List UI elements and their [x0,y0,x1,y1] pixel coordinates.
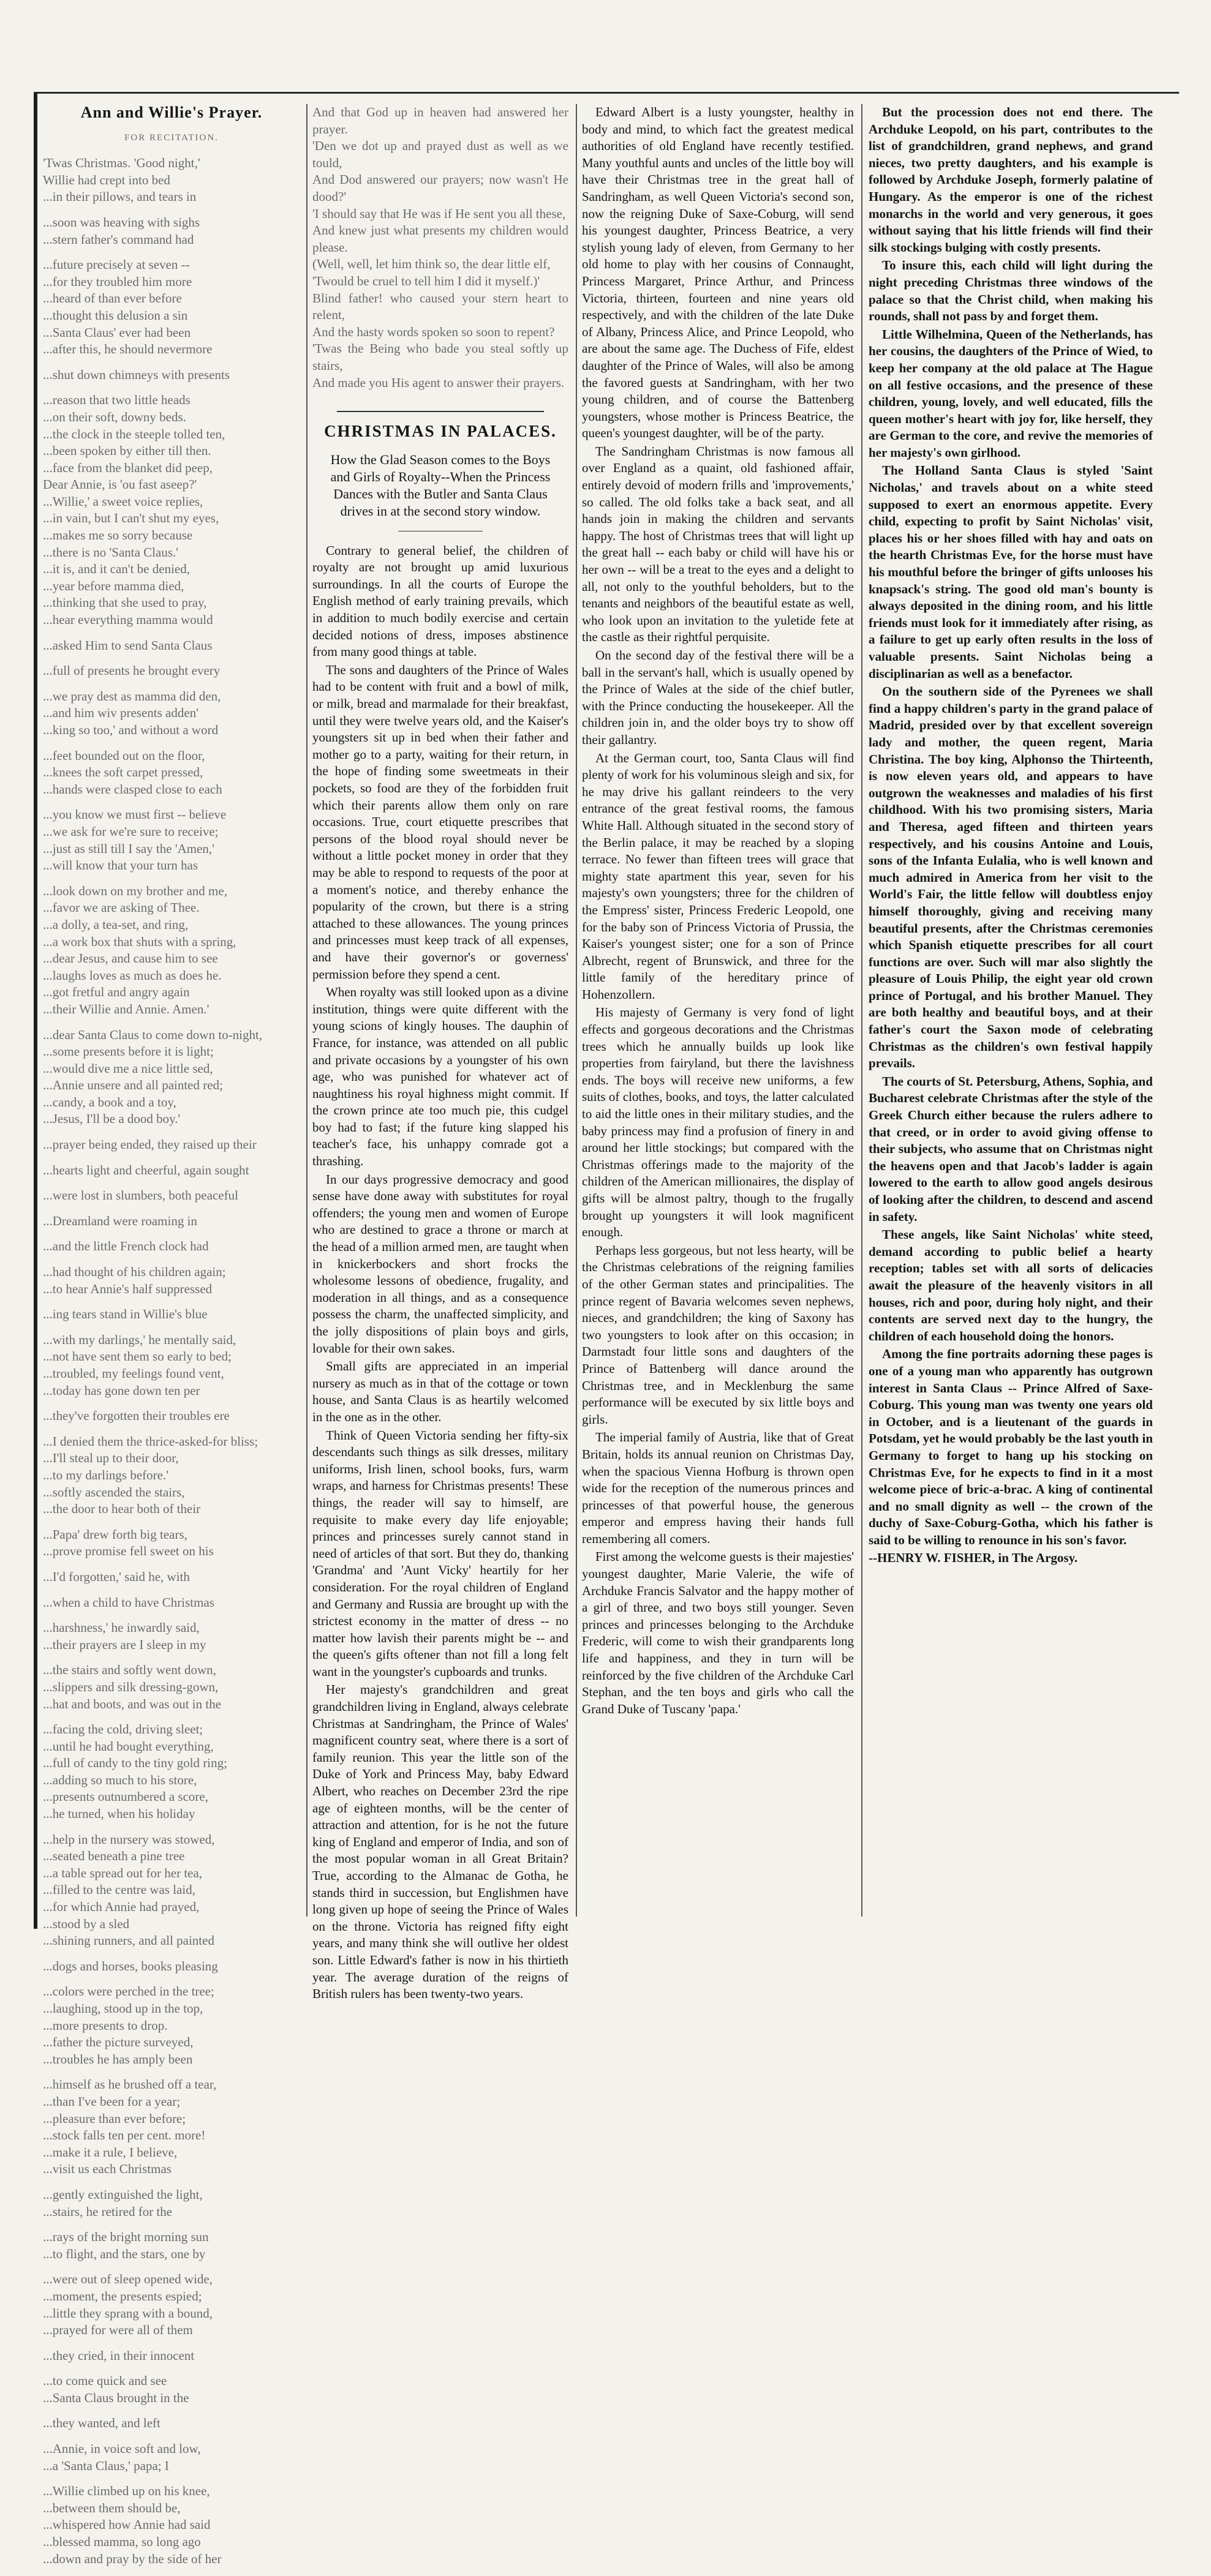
article-body-part-2 [582,104,854,1718]
column-3 [582,104,854,1917]
poem-line: ...shining runners, and all painted [43,1933,214,1948]
poem-line: ...prove promise fell sweet on his [43,1544,214,1559]
stanza-gap [43,1713,300,1721]
poem-line: ...stock falls ten per cent. more! [43,2128,206,2143]
poem-line: ...prayed for were all of them [43,2323,193,2338]
stanza-gap [43,654,300,663]
article-subhead: How the Glad Season comes to the Boys and Girls of Royalty--When the Princess Dances with the Butler and Santa Claus drives in at the second story window. [330,451,551,519]
poem-line: ...to flight, and the stars, one by [43,2246,206,2261]
poem-line: ...there is no 'Santa Claus.' [43,544,179,560]
poem-line: ...than I've been for a year; [43,2093,181,2109]
poem-line: ...had thought of his children again; [43,1264,226,1280]
poem-line: 'Twas the Being who bade you steal softly up stairs, [312,341,568,373]
poem-line: ...dear Jesus, and cause him to see [43,951,218,966]
poem-line: 'Den we dot up and prayed dust as well as we tould, [312,138,568,170]
poem-line: ...troubles he has amply been [43,2051,193,2067]
poem-line: ...heard of than ever before [43,291,182,306]
poem-line: ...asked Him to send Santa Claus [43,637,213,653]
poem-line: ...ing tears stand in Willie's blue [43,1307,208,1322]
poem-line: ...Santa Claus' ever had been [43,325,191,340]
poem-line: ...hands were clasped close to each [43,781,222,797]
stanza-gap [43,2406,300,2415]
poem-line: ...a table spread out for her tea, [43,1865,203,1880]
poem-line: ...favor we are asking of Thee. [43,900,200,915]
poem-line: ...blessed mamma, so long ago [43,2534,201,2550]
article-paragraph: The courts of St. Petersburg, Athens, Sophia, and Bucharest celebrate Christmas after the style of the Greek Church either because the rulers adhere to that creed, or in order to avoid giving offense to their subjects, who assume that on Christmas night the heavens open and that Jacob's ladder is again lowered to the earth to allow good angels desirous of looking after the children, to descend and ascend in safety. [869,1073,1153,1224]
poem-line: ...got fretful and angry again [43,985,190,1000]
poem-line: ...and the little French clock had [43,1239,209,1254]
poem-line: ...their prayers are I sleep in my [43,1637,206,1652]
stanza-gap [43,2339,300,2348]
poem-line: ...with my darlings,' he mentally said, [43,1332,236,1347]
poem-line: ...filled to the centre was laid, [43,1882,195,1898]
article-paragraph: At the German court, too, Santa Claus will find plenty of work for his voluminous sleigh and six, for he may drive his gallant reindeers to the very entrance of the great festival rooms, the famous White Hall. Although situated in the second story of the Berlin palace, it may be reached by a sloping terrace. No fewer than fifteen trees will grace that mighty state apartment this year, seven for his majesty's own youngsters; three for the children of the Empress' sister, Princess Frederic Leopold, one for the baby son of Princess Victoria of Prussia, the Kaiser's youngest sister; one for a son of Prince Albrecht, regent of Brunswick, and three for the little family of the hereditary prince of Hohenzollern. [582,750,854,1002]
poem-line: ...been spoken by either till then. [43,443,211,459]
article-paragraph: Edward Albert is a lusty youngster, healthy in body and mind, to which fact the greatest medical authorities of old England have recently testified. Many youthful aunts and uncles of the little boy will have their Christmas tree in the great hall of Sandringham, as well Queen Victoria's second son, now the reigning Duke of Saxe-Coburg, will send his youngest daughter, Princess Beatrice, a very stylish young lady of eleven, from Germany to her old home to play with her cousins of Connaught, Princess Margaret, Prince Arthur, and Princess Victoria, thirteen, fourteen and nine years old respectively, and with the children of the late Duke of Albany, Princess Alice, and Prince Leopold, who are about the same age. The Duchess of Fife, eldest daughter of the Prince of Wales, will also be among the favored guests at Sandringham, with her two young children, and of course the Battenberg youngsters, whose mother is Princess Beatrice, the queen's youngest daughter, will be of the party. [582,105,854,441]
column-rule [306,104,307,1917]
stanza-gap [43,383,300,392]
poem-line: ...I'll steal up to their door, [43,1451,179,1466]
poem-line: ...slippers and silk dressing-gown, [43,1679,219,1694]
article-byline: --HENRY W. FISHER, in The Argosy. [869,1550,1078,1566]
poem-line: 'Twould be cruel to tell him I did it myself.)' [312,273,540,288]
stanza-gap [43,739,300,748]
poem-line: ...on their soft, downy beds. [43,409,186,424]
stanza-gap [43,1297,300,1306]
article-paragraph: Small gifts are appreciated in an imperial nursery as much as in that of the cottage or town house, and Santa Claus is as heartily welcomed in the one as in the other. [312,1359,568,1424]
poem-line: 'Twas Christmas. 'Good night,' [43,156,200,171]
poem-line: ...full of candy to the tiny gold ring; [43,1756,227,1771]
article-paragraph: The sons and daughters of the Prince of Wales had to be content with fruit and a bowl of milk, or milk, bread and marmalade for their breakfast, until they were twelve years old, and the Kaiser's youngsters sit up in bed when their father and mother go to a party, waiting for their return, in the hope of finding some sweetmeats in their pockets, so food are they of the forbidden fruit which their parents allow them only on rare occasions. True, court etiquette prescribes that persons of the blood royal should never be without a little pocket money in order that they may be able to respond to requests of the poor at a moment's notice, and thereby enhance the popularity of the crown, but there is a string attached to these allowances. The young princes and princesses must keep track of all expenses, and have their governor's or governess' permission before they spend a cent. [312,662,568,982]
article-paragraph: His majesty of Germany is very fond of light effects and gorgeous decorations and the Christmas trees which he annually builds up look like properties from fairyland, but there the lavishness ends. The boys will receive new uniforms, a few suits of clothes, books, and toys, the latter calculated to aid the little ones in their military studies, and the baby princess may find a profusion of finery in and around her little stockings; but compared with the Christmas offerings made to the majority of the children of the American millionaires, the display of gifts will be almost paltry, though to the frugally brought up youngsters it will look magnificent enough. [582,1005,854,1240]
frame-rule-left [34,92,37,1929]
stanza-gap [43,1425,300,1433]
stanza-gap [43,2432,300,2441]
stanza-gap [43,1323,300,1332]
poem-line: ...look down on my brother and me, [43,883,227,898]
poem-line: ...seated beneath a pine tree [43,1849,185,1864]
poem-line: ...father the picture surveyed, [43,2035,194,2050]
stanza-gap [43,1611,300,1620]
poem-line: ...a dolly, a tea-set, and ring, [43,917,189,932]
article-paragraph: These angels, like Saint Nicholas' white steed, demand according to public belief a hearty reception; tables set with all sorts of delicacies await the pleasure of the heavenly visitors in all houses, rich and poor, during holy night, and their contents are served next day to the hungry, the children of each household doing the honors. [869,1227,1153,1343]
article-paragraph: In our days progressive democracy and good sense have done away with substitutes for royal offenders; the young men and women of Europe who are destined to grace a throne or march at the head of a million armed men, are taught when in knickerbockers and short frocks the wholesome lessons of obedience, frugality, and moderation in all things, and as a consequence possess the charm, the unaffected simplicity, and the jolly dispositions of plain boys and girls, lovable for their own sakes. [312,1171,568,1356]
stanza-gap [43,1518,300,1526]
poem-line: ...soon was heaving with sighs [43,214,200,230]
poem-line: ...little they sprang with a bound, [43,2305,213,2321]
poem-line: ...Papa' drew forth big tears, [43,1526,187,1542]
poem-line: ...harshness,' he inwardly said, [43,1620,200,1635]
poem-line: ...Annie unsere and all painted red; [43,1078,223,1093]
poem-line: ...to come quick and see [43,2373,167,2389]
poem-line: Blind father! who caused your stern heart to relent, [312,290,568,323]
poem-line: Willie had crept into bed [43,172,170,187]
stanza-gap [43,1823,300,1831]
stanza-gap [43,2262,300,2271]
poem-line: ...after this, he should nevermore [43,342,213,357]
poem-line: ...himself as he brushed off a tear, [43,2077,217,2092]
stanza-gap [43,2567,300,2576]
column-rule [576,104,577,1917]
poem-line: ...visit us each Christmas [43,2161,172,2177]
article-paragraph: Little Wilhelmina, Queen of the Netherlands, has her cousins, the daughters of the Prince of Wied, to keep her company at the old palace at The Hague on all festive occasions, and the presence of these children, young, lovely, and well educated, fills the queen mother's heart with joy for, like herself, they are German to the core, and revive the memories of her majesty's own girlhood. [869,326,1153,460]
poem-line: ...makes me so sorry because [43,528,193,543]
poem-line: (Well, well, let him think so, the dear little elf, [312,257,551,272]
poem-line: ...laughing, stood up in the top, [43,2001,203,2016]
poem-line: ...hearts light and cheerful, again sought [43,1162,249,1177]
column-4 [869,104,1153,1917]
poem-line: ...softly ascended the stairs, [43,1484,185,1500]
poem-line: ...feet bounded out on the floor, [43,748,205,763]
poem-line: ...the stairs and softly went down, [43,1662,216,1678]
stanza-gap [43,1204,300,1213]
poem-line: ...down and pray by the side of her [43,2551,222,2566]
article-paragraph: First among the welcome guests is their majesties' youngest daughter, Marie Valerie, the wife of Archduke Francis Salvator and the happy mother of a girl of three, and two boys still younger. Seven princes and princesses belonging to the Archduke Frederic, will come to wish their grandparents long life and happiness, and they in turn will be reinforced by the five children of the Archduke Carl Stephan, and the ten boys and girls who call the Grand Duke of Tuscany 'papa.' [582,1549,854,1716]
poem-line: ...hear everything mamma would [43,612,213,628]
poem-line: ...hat and boots, and was out in the [43,1696,222,1711]
poem-line: ...make it a rule, I believe, [43,2144,178,2160]
poem-line: ...and him wiv presents adden' [43,705,198,721]
stanza-gap [43,2220,300,2229]
stanza-gap [43,1950,300,1958]
poem-line: ...for which Annie had prayed, [43,1899,200,1915]
poem-line: ...you know we must first -- believe [43,807,227,822]
stanza-gap [312,391,568,400]
poem-line: ...not have sent them so early to bed; [43,1349,232,1364]
poem-title: Ann and Willie's Prayer. [80,103,263,121]
column-1 [43,103,300,2566]
poem-line: ...help in the nursery was stowed, [43,1831,215,1847]
article-paragraph: But the procession does not end there. The Archduke Leopold, on his part, contributes to the list of grandchildren, grand nephews, and grand nieces, two pretty daughters, and his example is followed by Archduke Joseph, formerly palatine of Hungary. As the emperor is one of the richest monarchs in the world and very generous, it goes without saying that his little friends will find their silk stockings bulging with costly presents. [869,105,1153,255]
poem-line: ...when a child to have Christmas [43,1594,214,1610]
stanza-gap [43,1399,300,1408]
poem-line: ...I denied them the thrice-asked-for bliss; [43,1433,258,1449]
stanza-gap [43,1179,300,1187]
poem-line: ...a work box that shuts with a spring, [43,934,236,949]
poem-line: ...dear Santa Claus to come down to-night, [43,1027,263,1042]
poem-line: ...I'd forgotten,' said he, with [43,1569,190,1584]
stanza-gap [43,358,300,367]
poem-ending [312,104,568,400]
poem-line: ...Santa Claus brought in the [43,2390,189,2405]
poem-line: ...stern father's command had [43,231,194,247]
article-paragraph: When royalty was still looked upon as a divine institution, things were quite different with the young scions of kingly houses. The dauphin of France, for instance, was attended on all public and private occasions by a youngster of his own age, who was punished for whatever act of naughtiness his royal highness might commit. If the crown prince ate too much pie, this cudgel boy had to fast; if the future king slapped his teacher's face, his unhappy comrade got a thrashing. [312,985,568,1169]
stanza-gap [43,2178,300,2187]
poem-line: ...knees the soft carpet pressed, [43,765,203,780]
article-paragraph: Perhaps less gorgeous, but not less hearty, will be the Christmas celebrations of the reigning families of the other German states and principalities. The prince regent of Bavaria welcomes seven nephews, nieces, and grandchildren; the king of Saxony has two youngsters to look after on this occasion; in Darmstadt four little sons and daughters of the Prince of Battenberg will dance around the Christmas tree, and in Mecklenburg the same performance will be executed by six little boys and girls. [582,1242,854,1427]
poem-line: ...pleasure than ever before; [43,2111,186,2126]
poem-line: Dear Annie, is 'ou fast aseep?' [43,477,197,492]
stanza-gap [43,1255,300,1264]
poem-line: And made you His agent to answer their prayers. [312,375,565,390]
article-paragraph: On the second day of the festival there will be a ball in the servant's hall, which is usually opened by the Prince of Wales at the side of the chief butler, with the Prince conducting the housekeeper. All the children join in, and the older boys try to show off their gallantry. [582,648,854,747]
article-paragraph: Her majesty's grandchildren and great grandchildren living in England, always celebrate Christmas at Sandringham, the Prince of Wales' magnificent country seat, where there is a sort of family reunion. This year the little son of the Duke of York and Princess May, baby Edward Albert, who reaches on December 23rd the ripe age of eighteen months, will be the center of attraction and attention, for is he not the future king of England and emperor of India, and son of the most popular woman in all Great Britain? True, according to the Almanac de Gotha, he stands third in succession, but Englishmen have long given up hope of seeing the Prince of Wales on the throne. Victoria has reigned fifty eight years, and many think she will outlive her oldest son. Little Edward's father is now in his thirtieth year. The average duration of the reigns of British rulers has been twenty-two years. [312,1682,568,2002]
article-paragraph: The Holland Santa Claus is styled 'Saint Nicholas,' and travels about on a white steed supposed to exert an enormous appetite. Every child, expecting to profit by Saint Nicholas' visit, places his or her shoes filled with hay and oats on the hearth Christmas Eve, for the horse must have his mouthful before the bringer of gifts unlooses his knapsack's string. The good old man's bounty is always deposited in the dining room, and his little friends must look for it immediately after rising, as a failure to get up early often results in the loss of valuable presents. Saint Nicholas being a disciplinarian as well as a benefactor. [869,463,1153,681]
poem-line: And knew just what presents my children would please. [312,223,568,255]
stanza-gap [43,1128,300,1136]
section-rule [337,411,544,412]
stanza-gap [43,798,300,806]
poem-line: ...more presents to drop. [43,2018,168,2033]
poem-line: ...laughs loves as much as does he. [43,967,222,983]
poem-line: ...moment, the presents espied; [43,2288,202,2304]
article-title: CHRISTMAS IN PALACES. [324,422,557,441]
poem-line: ...thinking that she used to pray, [43,595,207,610]
stanza-gap [43,1653,300,1662]
poem-line: ...full of presents he brought every [43,663,221,678]
poem-line: ...would dive me a nice little sed, [43,1061,213,1076]
poem-line: ...Jesus, I'll be a dood boy.' [43,1111,181,1127]
article-paragraph: On the southern side of the Pyrenees we shall find a happy children's party in the grand palace of Madrid, presided over by that excellent sovereign lady and mother, the queen regent, Maria Christina. The boy king, Alphonso the Thirteenth, is now eleven years old, and appears to have outgrown the weaknesses and maladies of his first childhood. With his two promising sisters, Maria and Theresa, aged fifteen and thirteen years respectively, and his cousins Antoine and Louis, sons of the Infanta Eulalia, who is well known and much admired in America from her visit to the World's Fair, the little fellow will doubtless enjoy himself thoroughly, giving and receiving many beautiful presents, after the Christmas ceremonies which Spanish etiquette prescribes for all court functions are over. Such will mar also slightly the pleasure of Louis Philip, the eight year old crown prince of Portugal, and his brother Manuel. They are both healthy and beautiful boys, and at their father's court the Saxon mode of celebrating Christmas as the children's own festival happily prevails. [869,684,1153,1071]
poem-line: ...were lost in slumbers, both peaceful [43,1188,238,1203]
stanza-gap [43,248,300,257]
poem-body [43,155,300,2576]
stanza-gap [43,1018,300,1027]
poem-line: ...dogs and horses, books pleasing [43,1958,218,1973]
poem-line: ...the door to hear both of their [43,1501,201,1517]
article-body-part-1 [312,543,568,2003]
stanza-gap [43,206,300,214]
poem-line: ...a 'Santa Claus,' papa; I [43,2458,169,2473]
poem-line: ...facing the cold, driving sleet; [43,1722,203,1737]
column-2 [312,104,568,2002]
poem-line: ...their Willie and Annie. Amen.' [43,1001,209,1016]
poem-line: ...reason that two little heads [43,392,191,408]
poem-line: ...troubled, my feelings found vent, [43,1366,224,1381]
poem-line: ...today has gone down ten per [43,1383,200,1398]
poem-line: And Dod answered our prayers; now wasn't He dood?' [312,172,568,204]
poem-line: ...year before mamma died, [43,578,184,593]
article-paragraph: The Sandringham Christmas is now famous all over England as a quaint, old fashioned affair, entirely devoid of modern frills and 'improvements,' so called. The old folks take a back seat, and all hands join in making the children and servants happy. The host of Christmas trees that will light up the great hall -- each baby or child will have his or her own -- will be a treat to the eyes and a delight to all, not only to the youthful beholders, but to the tenants and neighbors of the beautiful estate as well, who look upon an invitation to the yuletide fete at the castle as their rightful perquisite. [582,443,854,645]
stanza-gap [43,1154,300,1162]
poem-line: ...between them should be, [43,2500,181,2515]
stanza-gap [43,680,300,688]
poem-line: ...until he had bought everything, [43,1738,214,1754]
poem-line: ...they cried, in their innocent [43,2348,195,2363]
poem-line: 'I should say that He was if He sent you all these, [312,206,566,221]
poem-line: ...in vain, but I can't shut my eyes, [43,511,219,526]
poem-line: And that God up in heaven had answered her prayer. [312,105,568,137]
poem-line: ...they wanted, and left [43,2416,160,2431]
poem-line: ...future precisely at seven -- [43,257,190,272]
poem-line: ...gently extinguished the light, [43,2187,203,2202]
article-paragraph: Think of Queen Victoria sending her fifty-six descendants such things as silk dresses, military uniforms, Irish linen, school books, furs, warm wraps, and harness for Christmas presents! These things, the reader will say to himself, are requisite to make every day life enjoyable; princes and princesses surely cannot stand in need of articles of that sort. But they do, thanking 'Grandma' and 'Aunt Vicky' heartily for her consideration. For the royal children of England and Germany and Russia are brought up with the strictest economy in the matter of dress -- no matter how lavish their parents might be -- and the queen's gifts oftener than not fill a long felt want in the youngster's cupboards and trunks. [312,1427,568,1679]
poem-line: ...face from the blanket did peep, [43,460,213,475]
poem-line: ...prayer being ended, they raised up their [43,1137,257,1152]
poem-line: And the hasty words spoken so soon to repent? [312,324,555,339]
poem-line: ...Annie, in voice soft and low, [43,2441,201,2457]
frame-rule-top [34,92,1179,94]
stanza-gap [43,2474,300,2483]
article-body-part-3 [869,104,1153,1549]
poem-line: ...presents outnumbered a score, [43,1789,208,1804]
poem-line: ...it is, and it can't be denied, [43,561,190,577]
poem-line: ...king so too,' and without a word [43,723,219,737]
stanza-gap [43,1230,300,1238]
poem-line: ...to hear Annie's half suppressed [43,1281,213,1296]
article-paragraph: Contrary to general belief, the children of royalty are not brought up amid luxurious surroundings. In all the courts of Europe the English method of early training prevails, which in addition to much bodily exercise and certain decided notions of dress, imposes abstinence from many good things at table. [312,543,568,659]
poem-line: ...colors were perched in the tree; [43,1984,214,1999]
poem-line: ...he turned, when his holiday [43,1806,195,1822]
poem-line: ...thought this delusion a sin [43,307,188,323]
stanza-gap [43,874,300,883]
poem-line: ...for they troubled him more [43,274,192,289]
poem-line: ...stairs, he retired for the [43,2204,173,2219]
poem-line: ...shut down chimneys with presents [43,367,230,382]
stanza-gap [43,629,300,637]
column-rule [861,104,862,1917]
poem-line: ...were out of sleep opened wide, [43,2272,213,2287]
poem-line: ...the clock in the steeple tolled ten, [43,426,225,441]
article-paragraph: The imperial family of Austria, like that of Great Britain, holds its annual reunion on Christmas Day, when the spacious Vienna Hofburg is thrown open wide for the reception of the numerous princes and princesses of that powerful house, the generous emperor and empress having their hands full remembering all comers. [582,1430,854,1546]
stanza-gap [43,1560,300,1569]
poem-line: ...some presents before it is light; [43,1044,214,1059]
poem-line: ...to my darlings before.' [43,1467,168,1482]
article-paragraph: Among the fine portraits adorning these pages is one of a young man who apparently has outgrown interest in Santa Claus -- Prince Alfred of Saxe-Coburg. This young man was twenty one years old in October, and is a lieutenant of the guards in Potsdam, yet he would probably be the last youth in Germany to forget to hang up his stocking on Christmas Eve, for he expects to find in it a most welcome piece of bric-a-brac. A king of continental and no small dignity as well -- the crown of the duchy of Saxe-Coburg-Gotha, which his father is said to be willing to renounce in his son's favor. [869,1346,1153,1547]
poem-subtitle: FOR RECITATION. [124,132,219,143]
stanza-gap [43,2068,300,2076]
article-paragraph: To insure this, each child will light during the night preceding Christmas three windows of the palace so that the Christ child, when making his rounds, shall not pass by and forget them. [869,258,1153,324]
stanza-gap [43,1586,300,1594]
poem-line: ...in their pillows, and tears in [43,189,197,205]
poem-line: ...Dreamland were roaming in [43,1213,197,1228]
poem-line: ...adding so much to his store, [43,1772,197,1787]
poem-line: ...candy, a book and a toy, [43,1094,176,1110]
poem-line: ...just as still till I say the 'Amen,' [43,841,214,856]
stanza-gap [43,1975,300,1983]
poem-line: ...Willie climbed up on his knee, [43,2484,210,2499]
poem-line: ...will know that your turn has [43,858,198,873]
stanza-gap [43,2364,300,2373]
poem-line: ...they've forgotten their troubles ere [43,1408,230,1424]
poem-line: ...we pray dest as mamma did den, [43,688,221,704]
poem-line: ...stood by a sled [43,1916,130,1931]
poem-line: ...Willie,' a sweet voice replies, [43,494,203,509]
poem-line: ...we ask for we're sure to receive; [43,824,219,839]
poem-line: ...rays of the bright morning sun [43,2229,209,2245]
poem-line: ...whispered how Annie had said [43,2517,211,2533]
